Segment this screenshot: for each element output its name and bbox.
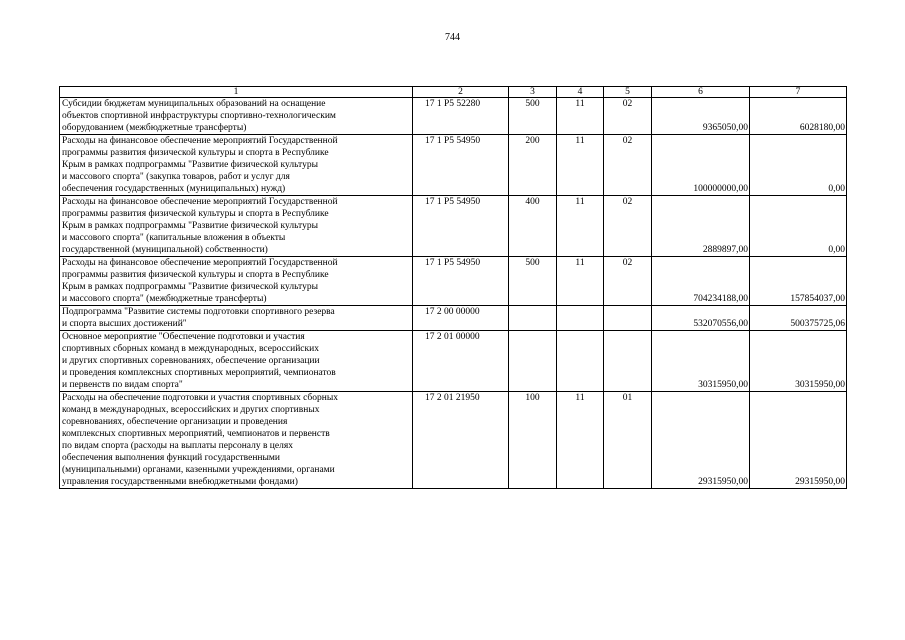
row-description	[60, 392, 413, 489]
subsection-cell: 02	[604, 257, 652, 306]
table-row	[60, 98, 847, 135]
table-header-row	[60, 87, 847, 98]
description-line: и массового спорта" (межбюджетные трансферты)	[62, 294, 267, 304]
description-line: государственной (муниципальной) собственности)	[62, 245, 268, 255]
row-description	[60, 196, 413, 257]
description-line: и спорта высших достижений"	[62, 319, 187, 329]
amount-cell: 0,00	[750, 135, 847, 196]
code-cell: 17 2 01 21950	[413, 392, 509, 489]
description-line: и проведения комплексных спортивных мероприятий, чемпионатов	[62, 368, 336, 378]
amount-cell: 0,00	[750, 196, 847, 257]
description-line: по видам спорта (расходы на выплаты персоналу в целях	[62, 441, 293, 451]
expense-type-cell: 400	[509, 196, 557, 257]
subsection-cell	[604, 331, 652, 392]
description-line: Субсидии бюджетам муниципальных образований на оснащение	[62, 99, 326, 109]
header-cell: 3	[509, 87, 557, 98]
code-cell: 17 2 01 00000	[413, 331, 509, 392]
description-line: обеспечения государственных (муниципальных) нужд)	[62, 184, 286, 194]
header-cell: 7	[750, 87, 847, 98]
code-cell: 17 1 P5 54950	[413, 257, 509, 306]
description-line: и первенств по видам спорта"	[62, 380, 183, 390]
description-line: программы развития физической культуры и спорта в Республике	[62, 148, 329, 158]
subsection-cell	[604, 306, 652, 331]
header-cell: 1	[60, 87, 413, 98]
subsection-cell: 01	[604, 392, 652, 489]
header-cell: 4	[557, 87, 604, 98]
amount-cell: 6028180,00	[750, 98, 847, 135]
subsection-cell: 02	[604, 196, 652, 257]
row-description	[60, 257, 413, 306]
row-description	[60, 331, 413, 392]
description-line: Крым в рамках подпрограммы "Развитие физической культуры	[62, 282, 318, 292]
code-cell: 17 2 00 00000	[413, 306, 509, 331]
description-line: команд в международных, всероссийских и других спортивных	[62, 405, 320, 415]
section-cell	[557, 306, 604, 331]
section-cell	[557, 331, 604, 392]
expense-type-cell: 500	[509, 98, 557, 135]
code-cell: 17 1 P5 54950	[413, 135, 509, 196]
description-line: соревнованиях, обеспечение организации и проведения	[62, 417, 288, 427]
amount-cell: 9365050,00	[652, 98, 750, 135]
description-line: программы развития физической культуры и спорта в Республике	[62, 270, 329, 280]
amount-cell: 29315950,00	[652, 392, 750, 489]
amount-cell: 157854037,00	[750, 257, 847, 306]
description-line: и других спортивных соревнованиях, обеспечение организации	[62, 356, 320, 366]
expense-type-cell	[509, 306, 557, 331]
description-line: (муниципальными) органами, казенными учреждениями, органами	[62, 465, 335, 475]
description-line: Расходы на финансовое обеспечение мероприятий Государственной	[62, 258, 338, 268]
amount-cell: 532070556,00	[652, 306, 750, 331]
expense-type-cell: 200	[509, 135, 557, 196]
description-line: Подпрограмма "Развитие системы подготовки спортивного резерва	[62, 307, 335, 317]
amount-cell: 30315950,00	[750, 331, 847, 392]
table-row	[60, 392, 847, 489]
amount-cell: 2889897,00	[652, 196, 750, 257]
code-cell: 17 1 P5 52280	[413, 98, 509, 135]
section-cell: 11	[557, 98, 604, 135]
description-line: Расходы на финансовое обеспечение мероприятий Государственной	[62, 197, 338, 207]
table-row	[60, 257, 847, 306]
subsection-cell: 02	[604, 98, 652, 135]
description-line: Основное мероприятие "Обеспечение подготовки и участия	[62, 332, 305, 342]
row-description	[60, 135, 413, 196]
section-cell: 11	[557, 392, 604, 489]
amount-cell: 100000000,00	[652, 135, 750, 196]
table-row	[60, 331, 847, 392]
expense-type-cell: 100	[509, 392, 557, 489]
header-cell: 5	[604, 87, 652, 98]
description-line: объектов спортивной инфраструктуры спортивно-технологическим	[62, 111, 336, 121]
row-description	[60, 306, 413, 331]
subsection-cell: 02	[604, 135, 652, 196]
description-line: Расходы на финансовое обеспечение мероприятий Государственной	[62, 136, 338, 146]
expense-type-cell	[509, 331, 557, 392]
header-cell: 2	[413, 87, 509, 98]
description-line: Крым в рамках подпрограммы "Развитие физической культуры	[62, 160, 318, 170]
code-cell: 17 1 P5 54950	[413, 196, 509, 257]
description-line: Расходы на обеспечение подготовки и участия спортивных сборных	[62, 393, 338, 403]
row-description	[60, 98, 413, 135]
header-cell: 6	[652, 87, 750, 98]
description-line: комплексных спортивных мероприятий, чемпионатов и первенств	[62, 429, 330, 439]
page-number: 744	[445, 32, 460, 43]
section-cell: 11	[557, 257, 604, 306]
description-line: и массового спорта" (закупка товаров, работ и услуг для	[62, 172, 290, 182]
amount-cell: 29315950,00	[750, 392, 847, 489]
table-row	[60, 306, 847, 331]
description-line: программы развития физической культуры и спорта в Республике	[62, 209, 329, 219]
description-line: и массового спорта" (капитальные вложения в объекты	[62, 233, 286, 243]
section-cell: 11	[557, 196, 604, 257]
description-line: обеспечения выполнения функций государственными	[62, 453, 280, 463]
table-row	[60, 196, 847, 257]
table-row	[60, 135, 847, 196]
description-line: управления государственными внебюджетными фондами)	[62, 477, 298, 487]
section-cell: 11	[557, 135, 604, 196]
description-line: Крым в рамках подпрограммы "Развитие физической культуры	[62, 221, 318, 231]
budget-table	[59, 86, 847, 489]
description-line: спортивных сборных команд в международных, всероссийских	[62, 344, 319, 354]
amount-cell: 704234188,00	[652, 257, 750, 306]
expense-type-cell: 500	[509, 257, 557, 306]
amount-cell: 30315950,00	[652, 331, 750, 392]
amount-cell: 500375725,06	[750, 306, 847, 331]
description-line: оборудованием (межбюджетные трансферты)	[62, 123, 247, 133]
